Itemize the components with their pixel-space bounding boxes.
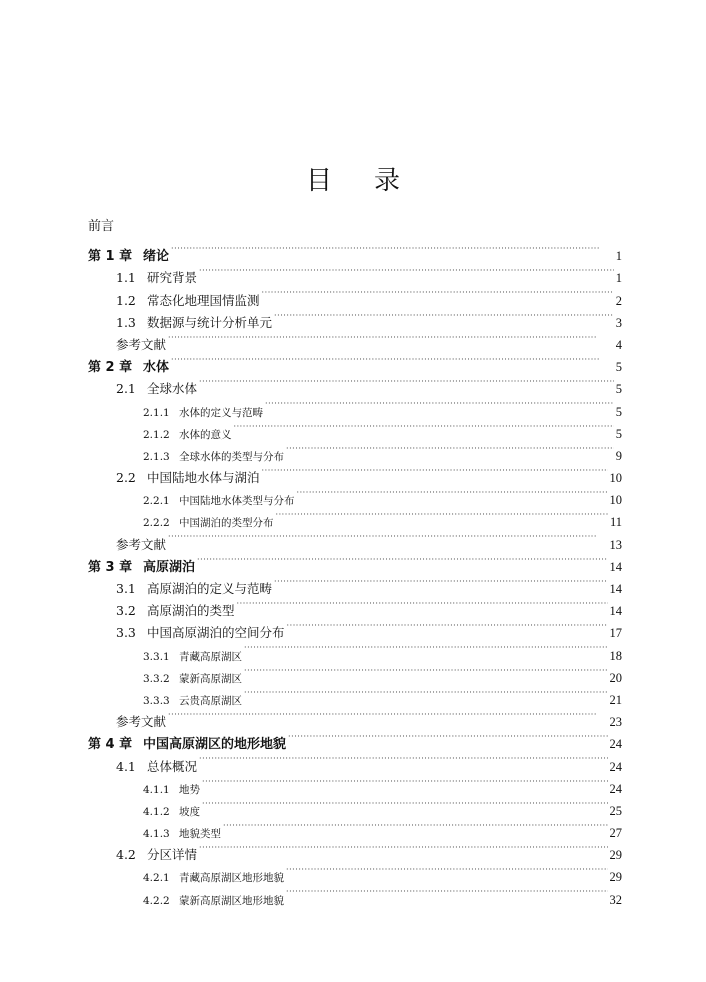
toc-entry-title: 全球水体的类型与分布 (179, 450, 284, 463)
toc-entry-title: 地势 (179, 783, 200, 796)
dot-leader (234, 416, 614, 438)
toc-entry-number: 第 4 章 (88, 737, 133, 753)
toc-entry-title: 高原湖泊 (143, 559, 196, 575)
toc-entry-number: 2.1.1 (143, 406, 170, 419)
toc-entry-title: 中国湖泊的类型分布 (179, 517, 274, 530)
dot-leader (244, 682, 608, 704)
toc-entry-number: 4.1 (116, 758, 136, 774)
dot-leader (274, 305, 614, 327)
toc-entry-page-number: 25 (609, 803, 622, 818)
toc-entry-number: 2.2.1 (143, 495, 170, 508)
toc-entry[interactable] (88, 704, 622, 730)
toc-entry-number: 4.1.3 (143, 828, 170, 841)
toc-entry-page-number: 13 (609, 537, 622, 552)
dot-leader (262, 282, 614, 304)
toc-entry-number: 3.3.1 (143, 650, 170, 663)
dot-leader (286, 438, 614, 460)
toc-entry-number: 2.2 (116, 470, 136, 486)
toc-entry-title: 蒙新高原湖区 (179, 672, 242, 685)
toc-entry-page-number: 24 (609, 781, 622, 796)
toc-entry-page-number: 5 (615, 360, 622, 375)
toc-entry-page-number: 11 (609, 515, 622, 530)
toc-entry-number: 3.2 (116, 603, 136, 619)
toc-entry-number: 1.1 (116, 270, 136, 286)
toc-entry-number: 2.1 (116, 381, 136, 397)
toc-entry-page-number: 14 (609, 604, 622, 619)
dot-leader (223, 815, 608, 837)
toc-entry-page-number: 10 (609, 493, 622, 508)
toc-entry-title: 高原湖泊的类型 (147, 603, 235, 619)
toc-entry[interactable] (88, 526, 622, 552)
toc-entry-page-number: 32 (609, 892, 622, 907)
dot-leader (237, 593, 608, 615)
dot-leader (274, 571, 607, 593)
toc-entry-title: 参考文献 (116, 536, 167, 552)
toc-entry-title: 中国陆地水体与湖泊 (147, 470, 260, 486)
toc-entry-number: 2.1.3 (143, 450, 170, 463)
toc-preface: 前言 (88, 219, 115, 234)
toc-entry-number: 4.2.2 (143, 894, 170, 907)
dot-leader (286, 859, 608, 881)
toc-entry[interactable] (88, 238, 622, 265)
dot-leader (197, 549, 607, 571)
dot-leader (202, 771, 608, 793)
toc-entry-title: 中国陆地水体类型与分布 (179, 495, 295, 508)
toc-entry-title: 参考文献 (116, 714, 167, 730)
toc-entry-title: 云贵高原湖区 (179, 694, 242, 707)
dot-leader (168, 704, 607, 726)
toc-entry-title: 地貌类型 (179, 828, 221, 841)
toc-entry-title: 蒙新高原湖区地形地貌 (179, 894, 284, 907)
dot-leader (276, 504, 608, 526)
toc-entry-page-number: 29 (609, 848, 622, 863)
toc-entry-title: 青藏高原湖区地形地貌 (179, 872, 284, 885)
page-title: 目录 (305, 166, 442, 196)
dot-leader (171, 349, 614, 371)
toc-entry-title: 全球水体 (147, 381, 198, 397)
toc-entry-page-number: 20 (609, 670, 622, 685)
toc-entry-number: 3.3.3 (143, 694, 170, 707)
toc-entry-title: 中国高原湖泊的空间分布 (147, 625, 285, 641)
toc-entry-page-number: 14 (609, 582, 622, 596)
toc-entry-number: 1.3 (116, 314, 136, 330)
dot-leader (287, 615, 608, 637)
toc-entry-page-number: 24 (609, 759, 622, 774)
toc-entry-page-number: 5 (615, 382, 622, 397)
toc-entry-number: 4.2 (116, 847, 136, 863)
toc-entry-page-number: 29 (609, 870, 622, 885)
toc-entry-page-number: 24 (609, 737, 622, 752)
toc-entry-title: 常态化地理国情监测 (147, 292, 260, 308)
toc-entry-page-number: 1 (615, 271, 622, 286)
dot-leader (202, 793, 608, 815)
toc-entries (88, 238, 622, 907)
dot-leader (265, 393, 614, 415)
toc-entry-title: 分区详情 (147, 847, 198, 863)
toc-entry-title: 坡度 (179, 805, 200, 818)
toc-entry-page-number: 17 (609, 626, 622, 641)
toc-entry-number: 4.1.2 (143, 805, 170, 818)
toc-entry-number: 3.1 (116, 581, 136, 596)
toc-entry[interactable] (88, 726, 622, 753)
toc-entry[interactable] (88, 349, 622, 376)
toc-entry-number: 第 3 章 (88, 559, 133, 575)
toc-entry-number: 3.3 (116, 625, 136, 641)
toc-entry-page-number: 23 (609, 715, 622, 730)
dot-leader (199, 260, 614, 282)
toc-entry-title: 总体概况 (147, 758, 198, 774)
toc-entry-number: 第 1 章 (88, 249, 133, 265)
toc-entry-page-number: 2 (615, 293, 622, 308)
toc-entry[interactable] (88, 327, 622, 352)
toc-entry-page-number: 1 (615, 249, 622, 264)
dot-leader (288, 726, 607, 748)
toc-entry-page-number: 9 (615, 448, 622, 463)
dot-leader (199, 837, 607, 859)
toc-entry-title: 参考文献 (116, 336, 167, 352)
dot-leader (171, 238, 614, 260)
dot-leader (199, 748, 607, 770)
dot-leader (297, 482, 608, 504)
dot-leader (244, 660, 608, 682)
toc-entry-page-number: 5 (615, 404, 622, 419)
toc-entry-title: 高原湖泊的定义与范畴 (147, 581, 273, 596)
toc-entry-number: 2.2.2 (143, 517, 170, 530)
toc-entry-number: 1.2 (116, 292, 136, 308)
toc-entry-title: 中国高原湖区的地形地貌 (143, 737, 287, 753)
toc-entry-title: 水体 (143, 360, 170, 376)
toc-entry-title: 青藏高原湖区 (179, 650, 242, 663)
dot-leader (199, 371, 614, 393)
toc-entry-title: 水体的定义与范畴 (179, 406, 263, 419)
table-of-contents (88, 216, 622, 907)
toc-entry-number: 4.1.1 (143, 783, 170, 796)
toc-entry-page-number: 3 (615, 315, 622, 330)
toc-entry-number: 第 2 章 (88, 360, 133, 376)
toc-entry-page-number: 21 (609, 692, 622, 707)
dot-leader (168, 327, 614, 349)
toc-entry-page-number: 4 (615, 337, 622, 352)
toc-entry-number: 4.2.1 (143, 872, 170, 885)
toc-entry[interactable] (88, 549, 622, 575)
toc-entry-page-number: 14 (609, 559, 622, 574)
dot-leader (286, 881, 608, 903)
toc-entry-number: 3.3.2 (143, 672, 170, 685)
toc-entry-number: 2.1.2 (143, 428, 170, 441)
toc-entry-title: 研究背景 (147, 270, 198, 286)
toc-entry-title: 绪论 (143, 249, 170, 265)
toc-entry-page-number: 10 (609, 471, 622, 486)
toc-entry-title: 数据源与统计分析单元 (147, 314, 273, 330)
dot-leader (262, 460, 608, 482)
dot-leader (244, 637, 608, 659)
dot-leader (168, 526, 607, 548)
toc-entry-page-number: 27 (609, 826, 622, 841)
toc-entry-title: 水体的意义 (179, 428, 232, 441)
toc-entry-page-number: 5 (615, 426, 622, 441)
toc-entry-page-number: 18 (609, 648, 622, 663)
